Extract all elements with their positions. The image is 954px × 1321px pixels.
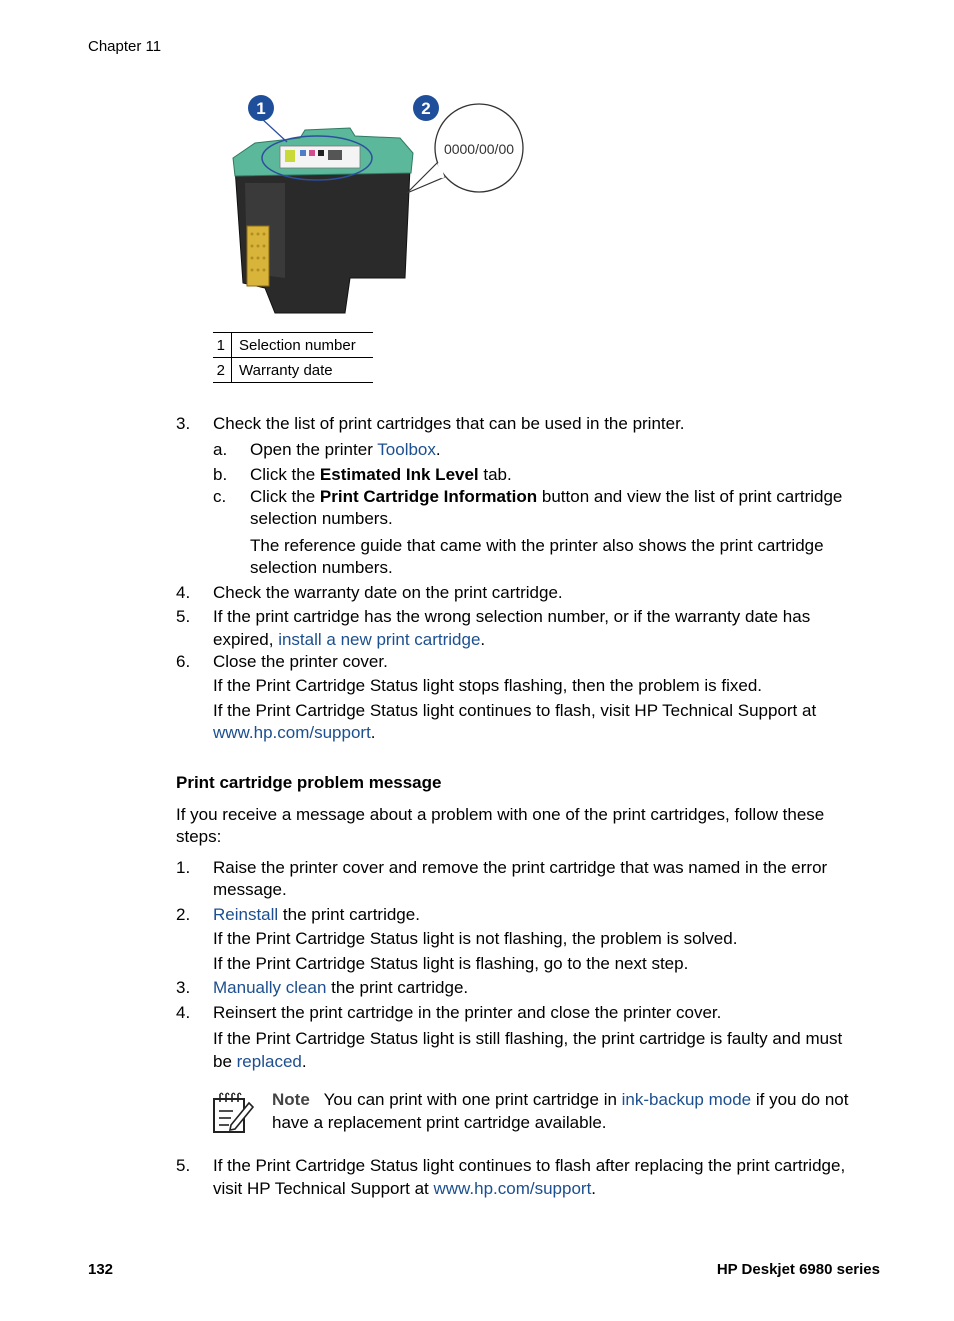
problem-step-1-line2: message. [213,880,287,899]
step-b-text: Click the Estimated Ink Level tab. [250,465,512,484]
step-6-text: Close the printer cover. [213,652,388,671]
step-4-number: 4. [176,583,191,602]
legend-number: 1 [213,333,232,358]
toolbox-link[interactable]: Toolbox [377,440,436,459]
problem-step-4-number: 4. [176,1003,191,1022]
note-text-line1: Note You can print with one print cartridge in ink-backup mode if you do not [272,1090,849,1109]
problem-step-4-text: Reinsert the print cartridge in the printer and close the printer cover. [213,1003,722,1022]
note-label: Note [272,1090,310,1109]
callout-1: 1 [256,99,266,118]
problem-step-5-number: 5. [176,1156,191,1175]
reinstall-link[interactable]: Reinstall [213,905,279,924]
step-b-number: b. [213,465,228,484]
problem-step-2-result-2: If the Print Cartridge Status light is flashing, go to the next step. [213,954,689,973]
replaced-link[interactable]: replaced [236,1052,302,1071]
problem-step-4-result-line1: If the Print Cartridge Status light is still flashing, the print cartridge is faulty and must [213,1029,843,1048]
step-c-text: Click the Print Cartridge Information button and view the list of print cartridge [250,487,843,506]
step-c-note-line1: The reference guide that came with the printer also shows the print cartridge [250,536,824,555]
table-row [213,358,373,383]
note-text-line2: have a replacement print cartridge available. [272,1113,607,1132]
table-row [213,333,373,358]
step-a-number: a. [213,440,228,459]
hp-support-link[interactable]: www.hp.com/support [213,723,371,742]
step-a-text: Open the printer Toolbox. [250,440,441,459]
step-c-text-line2: selection numbers. [250,509,393,528]
chapter-label: Chapter 11 [88,38,162,55]
legend-label: Warranty date [232,358,374,383]
problem-step-2-result-1: If the Print Cartridge Status light is not flashing, the problem is solved. [213,929,738,948]
problem-step-2-number: 2. [176,905,191,924]
install-cartridge-link[interactable]: install a new print cartridge [278,630,481,649]
problem-step-5-line1: If the Print Cartridge Status light continues to flash after replacing the print cartridge, [213,1156,846,1175]
ink-backup-mode-link[interactable]: ink-backup mode [621,1090,752,1109]
product-name: HP Deskjet 6980 series [716,1261,880,1278]
section-heading: Print cartridge problem message [176,773,442,792]
problem-step-4-result-line2: be replaced. [213,1052,307,1071]
section-intro-line2: steps: [176,827,222,846]
step-5-text-line2: expired, install a new print cartridge. [213,630,486,649]
problem-step-3-number: 3. [176,978,191,997]
step-3-number: 3. [176,414,191,433]
step-c-note-line2: selection numbers. [250,558,393,577]
step-5-text-line1: If the print cartridge has the wrong selection number, or if the warranty date has [213,607,811,626]
hp-support-link-2[interactable]: www.hp.com/support [433,1179,592,1198]
step-6-result-2-line2: www.hp.com/support. [213,723,376,742]
print-cartridge-illustration [225,88,535,320]
legend-label: Selection number [232,333,374,358]
problem-step-1-number: 1. [176,858,191,877]
step-c-number: c. [213,487,227,506]
step-6-number: 6. [176,652,191,671]
note-pad-icon [211,1091,255,1135]
problem-step-3-text: Manually clean the print cartridge. [213,978,469,997]
step-6-result-2-line1: If the Print Cartridge Status light continues to flash, visit HP Technical Support at [213,701,817,720]
step-5-number: 5. [176,607,191,626]
page-number: 132 [88,1261,114,1278]
problem-step-1-line1: Raise the printer cover and remove the print cartridge that was named in the error [213,858,828,877]
step-3-text: Check the list of print cartridges that can be used in the printer. [213,414,685,433]
problem-step-2-text: Reinstall the print cartridge. [213,905,420,924]
section-intro-line1: If you receive a message about a problem with one of the print cartridges, follow these [176,805,825,824]
manually-clean-link[interactable]: Manually clean [213,978,327,997]
step-4-text: Check the warranty date on the print cartridge. [213,583,563,602]
warranty-date-sample: 0000/00/00 [443,141,515,157]
callout-legend-table [213,332,373,383]
legend-number: 2 [213,358,232,383]
step-6-result-1: If the Print Cartridge Status light stops flashing, then the problem is fixed. [213,676,763,695]
problem-step-5-line2: visit HP Technical Support at www.hp.com/support. [213,1179,597,1198]
callout-2: 2 [421,99,431,118]
